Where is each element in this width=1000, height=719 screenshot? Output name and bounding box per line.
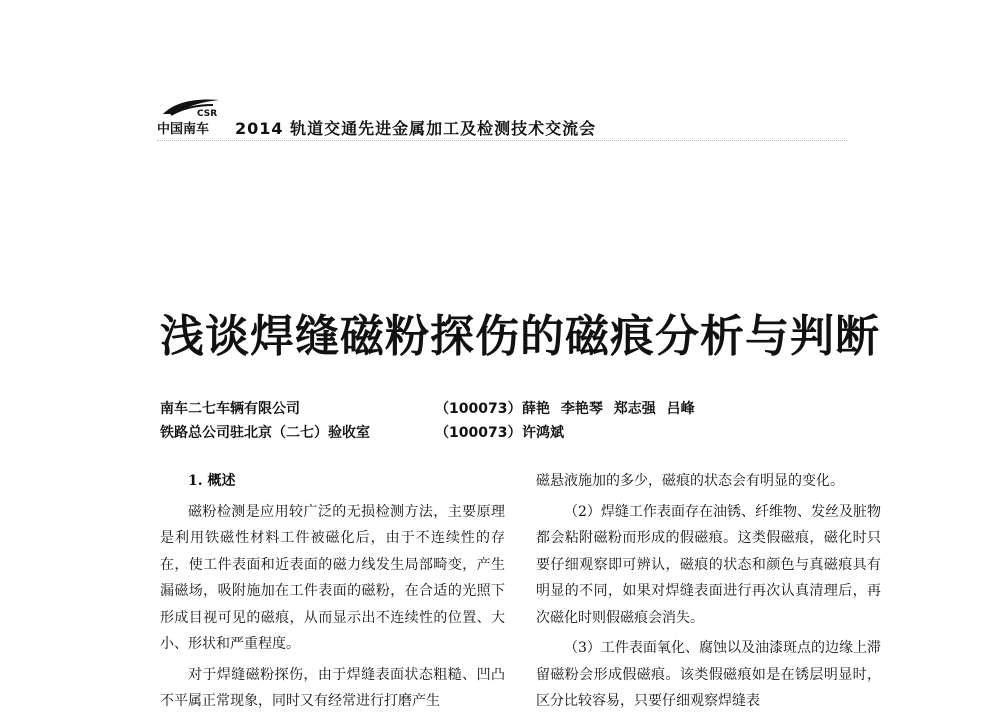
author-names: 许鸿斌 [522,425,564,441]
paper-title: 浅谈焊缝磁粉探伤的磁痕分析与判断 [160,311,880,362]
svg-text:CSR: CSR [197,109,218,118]
body-paragraph: （2）焊缝工作表面存在油锈、纤维物、发丝及脏物都会粘附磁粉而形成的假磁痕。这类假磁痕，磁化时只要仔细观察即可辨认，磁痕的状态和颜色与真磁痕具有明显的不同，如果对焊缝表面进行再次认真清理后，再次磁化时则假磁痕会消失。 [536,503,881,626]
affiliation-zip: （100073） [435,401,522,417]
affiliation-org: 南车二七车辆有限公司 [160,401,300,417]
csr-logo [157,96,223,136]
header-rule [157,140,847,141]
body-column-left [160,468,505,719]
author-names: 薛艳 李艳琴 郑志强 吕峰 [522,401,695,417]
affiliation-zip: （100073） [435,425,522,441]
affiliation-row [160,398,860,420]
logo-text: 中国南车 [157,122,210,137]
body-paragraph: （3）工件表面氧化、腐蚀以及油漆斑点的边缘上滞留磁粉会形成假磁痕。该类假磁痕如是在锈层明显时，区分比较容易，只要仔细观察焊缝表 [536,640,881,709]
body-column-right [536,468,881,719]
body-paragraph: 磁粉检测是应用较广泛的无损检测方法，主要原理是利用铁磁性材料工件被磁化后，由于不连续性的存在，使工件表面和近表面的磁力线发生局部畸变，产生漏磁场，吸附施加在工件表面的磁粉，在合适的光照下形成目视可见的磁痕，从而显示出不连续性的位置、大小、形状和严重程度。 [160,503,505,652]
conference-title: 2014 轨道交通先进金属加工及检测技术交流会 [235,119,597,138]
conference-header [157,96,857,136]
affiliation-row [160,422,860,444]
affiliation-org: 铁路总公司驻北京（二七）验收室 [160,425,370,441]
body-paragraph: 对于焊缝磁粉探伤，由于焊缝表面状态粗糙、凹凸不平属正常现象，同时又有经常进行打磨产生 [160,666,505,709]
body-paragraph-continuation: 磁悬液施加的多少，磁痕的状态会有明显的变化。 [536,473,844,489]
section-heading: 1. 概述 [188,473,236,489]
csr-logo-mark [161,96,223,118]
